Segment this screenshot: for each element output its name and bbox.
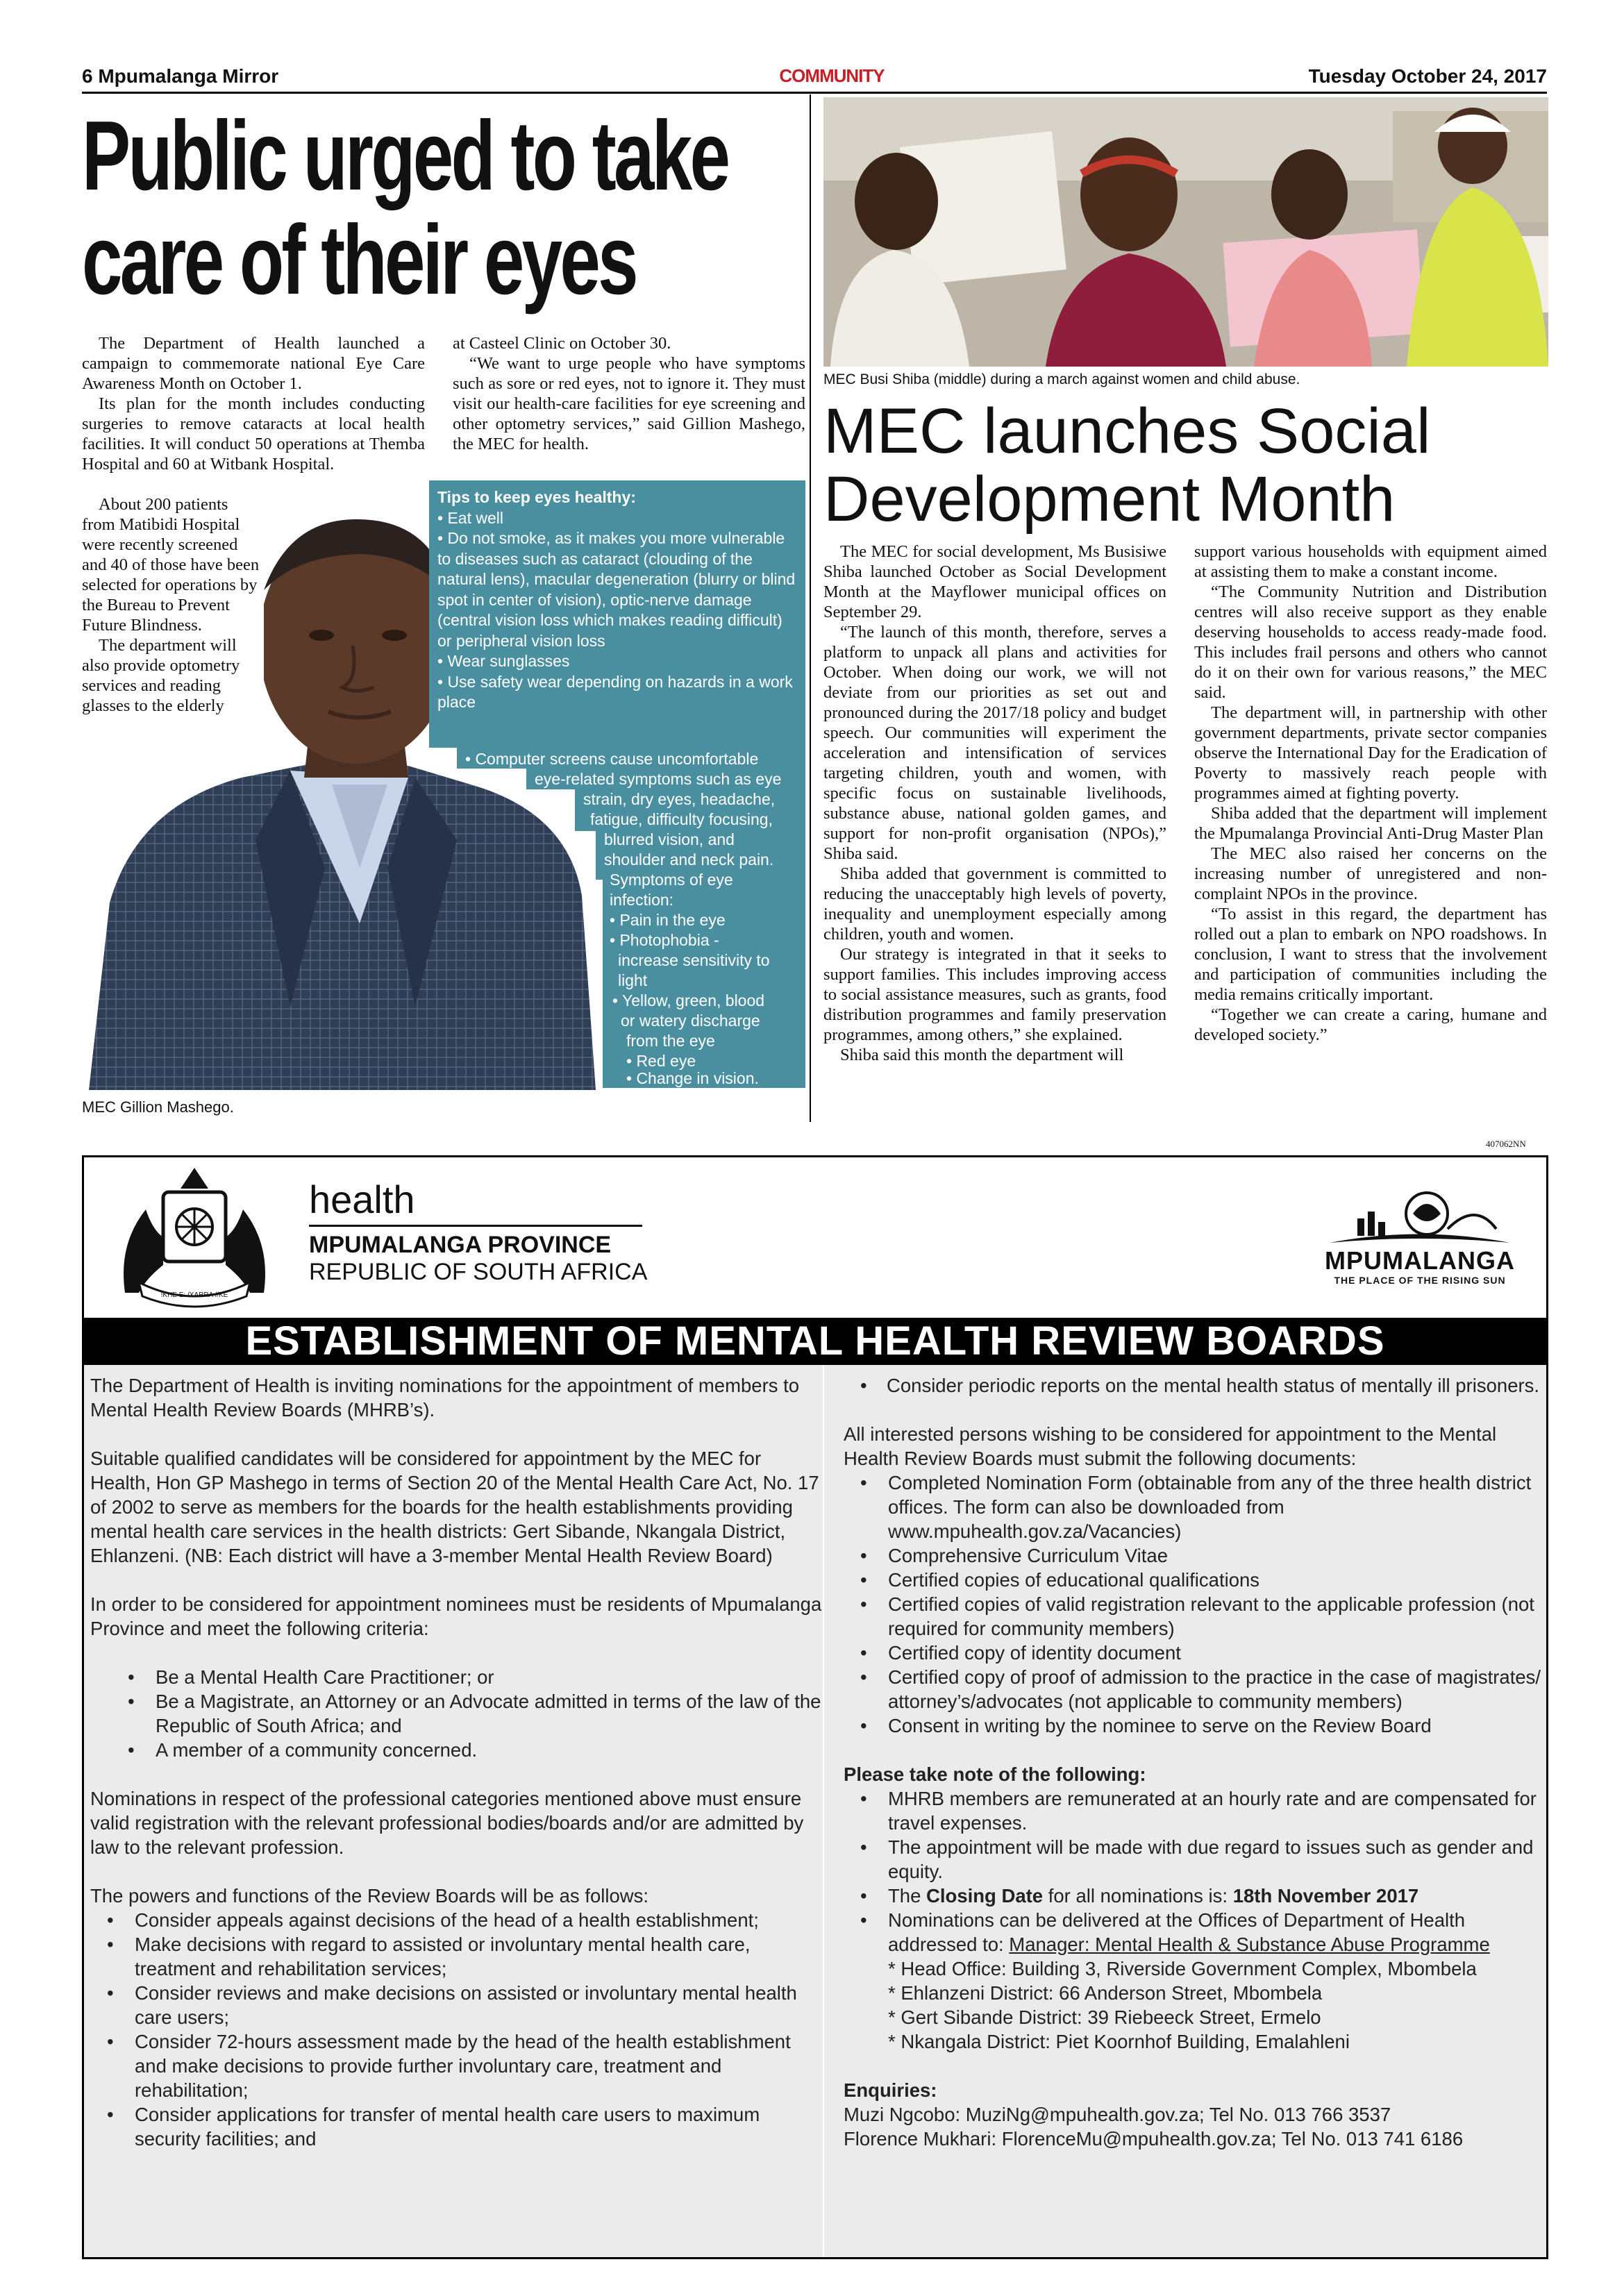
- mpumalanga-logo-name: MPUMALANGA: [1325, 1246, 1515, 1275]
- tips-screens-l15: from the eye: [626, 1032, 715, 1050]
- social-col2-p1: support various households with equipment aimed at assisting them to make a constant income.: [1194, 542, 1547, 581]
- office-list: [844, 1956, 1541, 2054]
- eyes-col2-p1: at Casteel Clinic on October 30.: [453, 334, 671, 353]
- note-item: • MHRB members are remunerated at an hourly rate and are compensated for travel expenses.: [844, 1786, 1541, 1835]
- march-photo-image: [823, 97, 1548, 367]
- mec-headline: [823, 397, 1552, 533]
- eyes-col2-p2: “We want to urge people who have symptoms such as sore or red eyes, not to ignore it. They must visit our health-care facilities for eye screening and other optometry services,” said Gillion Mashego, the MEC for health.: [453, 354, 805, 453]
- delivery-text: Nominations can be delivered at the Offices of Department of Health addressed to:: [888, 1909, 1466, 1955]
- tips-screens-l3: strain, dry eyes, headache,: [583, 790, 776, 808]
- powers-item: • Consider periodic reports on the mental health status of mentally ill prisoners.: [844, 1373, 1541, 1398]
- eyes-col1-p4: The department will also provide optometry services and reading glasses to the elderly: [82, 636, 240, 715]
- closing-label: Closing Date: [926, 1885, 1044, 1907]
- tips-screens-l10: • Photophobia -: [610, 931, 719, 949]
- powers-item: • Consider appeals against decisions of the head of a health establishment;: [90, 1908, 823, 1932]
- social-col2-p2: “The Community Nutrition and Distribution centres will also receive support as they enable deserving households to access ready-made food. This includes frail persons and others who cannot do it on their own for various reasons,” the MEC said.: [1194, 583, 1547, 702]
- social-col2: [1194, 542, 1547, 1045]
- delivery-item: [844, 1908, 1541, 1956]
- enquiry-contact: Muzi Ngcobo: MuziNg@mpuhealth.gov.za; Tel No. 013 766 3537: [844, 2104, 1391, 2125]
- tips-screens-l9: • Pain in the eye: [610, 911, 726, 929]
- note-item: • The appointment will be made with due regard to issues such as gender and equity.: [844, 1835, 1541, 1884]
- tips-screens-l17: • Change in vision.: [626, 1069, 759, 1087]
- eyes-headline: [82, 101, 728, 315]
- eye-tip-item: • Use safety wear depending on hazards in a work place: [437, 672, 793, 711]
- delivery-addressee: Manager: Mental Health & Substance Abuse Programme: [1009, 1934, 1490, 1955]
- social-col2-p7: “Together we can create a caring, humane and developed society.”: [1194, 1005, 1547, 1044]
- mpumalanga-logo-tagline: THE PLACE OF THE RISING SUN: [1334, 1275, 1506, 1286]
- eye-tip-item: • Eat well: [437, 508, 503, 527]
- document-item: • Consent in writing by the nominee to serve on the Review Board: [844, 1713, 1541, 1738]
- eyes-col1-top: [82, 333, 425, 474]
- ad-notes-title: Please take note of the following:: [844, 1763, 1146, 1785]
- tips-screens-l11: increase sensitivity to: [618, 951, 770, 969]
- ad-eligibility: Suitable qualified candidates will be considered for appointment by the MEC for Health, Hon GP Mashego in terms of Section 20 of the Mental Health Care Act, No. 17 of 2002 to serve as members for the boards for the health establishments providing mental health care services in the health districts: Gert Sibande, Nkangala District, Ehlanzeni. (NB: Each district will have a 3-member Mental Health Review Board): [90, 1448, 819, 1566]
- document-item: • Certified copies of educational qualifications: [844, 1568, 1541, 1592]
- tips-screens-l7: Symptoms of eye: [610, 871, 733, 889]
- eyes-col1-wrap: [82, 494, 264, 716]
- closing-prefix: The: [888, 1885, 927, 1907]
- masthead-rule: [82, 92, 1547, 94]
- powers-item: • Make decisions with regard to assisted or involuntary mental health care, treatment and rehabilitation services;: [90, 1932, 823, 1981]
- social-col1-p2: “The launch of this month, therefore, serves a platform to unpack all plans and activities for October. When doing our work, we will not deviate from our priorities as set out and pronounced during the 2017/18 policy and budget speech. Our communities will experiment the acceleration and intensification of services targeting children, youth and women, with specific focus on sustainable livelihoods, substance abuse, national golden games, and support for non-profit organisation (NPOs),” Shiba said.: [823, 623, 1166, 863]
- ad-logo-rule: [309, 1225, 642, 1227]
- ad-documents-list: [844, 1470, 1541, 1738]
- ad-documents-intro: All interested persons wishing to be considered for appointment to the Mental Health Review Boards must submit the following documents:: [844, 1423, 1497, 1469]
- social-col2-p5: The MEC also raised her concerns on the increasing number of unregistered and non-complaint NPOs in the province.: [1194, 844, 1547, 903]
- ad-left-column: [90, 1373, 823, 2151]
- ad-powers-intro: The powers and functions of the Review Boards will be as follows:: [90, 1885, 649, 1907]
- powers-item: • Consider 72-hours assessment made by the head of the health establishment and make decisions to provide further involuntary care, treatment and rehabilitation;: [90, 2029, 823, 2102]
- ad-reference: 407062NN: [1486, 1139, 1526, 1149]
- document-item: • Certified copies of valid registration relevant to the applicable profession (not required for community members): [844, 1592, 1541, 1641]
- tips-screens-l14: or watery discharge: [621, 1012, 760, 1030]
- social-col1-p4: Our strategy is integrated in that it seeks to support families. This includes improving access to social assistance measures, such as grants, food distribution programmes and family preservation programmes, among others,” she explained.: [823, 945, 1166, 1044]
- ad-notes-list: [844, 1786, 1541, 1956]
- enquiry-contact: Florence Mukhari: FlorenceMu@mpuhealth.gov.za; Tel No. 013 741 6186: [844, 2128, 1464, 2150]
- ad-banner-title: ESTABLISHMENT OF MENTAL HEALTH REVIEW BOARDS: [84, 1318, 1546, 1365]
- social-col1-p1: The MEC for social development, Ms Busisiwe Shiba launched October as Social Development Month at the Mayflower municipal offices on September 29.: [823, 542, 1166, 621]
- document-item: • Certified copy of proof of admission to the practice in the case of magistrates/ attorney’s/advocates (not applicable to community members): [844, 1665, 1541, 1713]
- document-item: • Comprehensive Curriculum Vitae: [844, 1543, 1541, 1568]
- ad-enquiries-title: Enquiries:: [844, 2079, 937, 2101]
- office-address: * Head Office: Building 3, Riverside Government Complex, Mbombela: [888, 1958, 1477, 1979]
- ad-right-column: [844, 1373, 1541, 2151]
- ad-criteria-intro: In order to be considered for appointment nominees must be residents of Mpumalanga Province and meet the following criteria:: [90, 1593, 822, 1639]
- tips-screens-l16: • Red eye: [626, 1052, 696, 1070]
- tips-screens-l5: blurred vision, and: [604, 830, 735, 848]
- tips-screens-l6: shoulder and neck pain.: [604, 850, 774, 869]
- mec-headline-line2: Development Month: [823, 464, 1396, 535]
- eyes-col1-p1: The Department of Health launched a campaign to commemorate national Eye Care Awareness Month on October 1.: [82, 334, 425, 393]
- ad-intro: The Department of Health is inviting nominations for the appointment of members to Mental Health Review Boards (MHRB’s).: [90, 1375, 800, 1421]
- tips-screens-l4: fatigue, difficulty focusing,: [590, 810, 773, 828]
- column-divider: [810, 94, 811, 1122]
- office-address: * Nkangala District: Piet Koornhof Building, Emalahleni: [888, 2031, 1350, 2052]
- masthead: [82, 65, 1547, 90]
- eye-tips-box: [429, 480, 805, 1088]
- march-photo: [823, 97, 1548, 367]
- social-col2-p3: The department will, in partnership with other government departments, private sector companies observe the International Day for the Eradication of Poverty to massively reach people with programmes aimed at fighting poverty.: [1194, 703, 1547, 803]
- tips-screens-l12: light: [618, 971, 648, 989]
- closing-mid: for all nominations is:: [1043, 1885, 1233, 1907]
- social-col2-p6: “To assist in this regard, the department has rolled out a plan to embark on NPO roadshows. In conclusion, I want to stress that the involvement and participation of communities including the media remains critically important.: [1194, 905, 1547, 1004]
- office-address: * Gert Sibande District: 39 Riebeeck Street, Ermelo: [888, 2006, 1321, 2028]
- coat-of-arms-icon: [97, 1161, 292, 1310]
- eye-tip-item: • Do not smoke, as it makes you more vulnerable to diseases such as cataract (clouding of the natural lens), macular degeneration (blurry or blind spot in center of vision), optic-nerve damage (central vision loss which makes reading difficult) or peripheral vision loss: [437, 529, 796, 650]
- ad-registration-note: Nominations in respect of the professional categories mentioned above must ensure valid registration with the relevant professional bodies/boards and/or are admitted by law to the relevant profession.: [90, 1788, 804, 1858]
- document-item: • Certified copy of identity document: [844, 1641, 1541, 1665]
- powers-item: • Consider applications for transfer of mental health care users to maximum security facilities; and: [90, 2102, 823, 2151]
- eyes-headline-line2: care of their eyes: [82, 205, 636, 315]
- social-col1: [823, 542, 1166, 1065]
- powers-item: • Consider reviews and make decisions on assisted or involuntary mental health care users;: [90, 1981, 823, 2029]
- tips-screens-l2: eye-related symptoms such as eye: [535, 770, 782, 788]
- criteria-item: • A member of a community concerned.: [111, 1738, 823, 1762]
- ad-logo-health: health: [309, 1178, 415, 1221]
- social-col1-p5: Shiba said this month the department will: [840, 1046, 1124, 1064]
- ad-criteria-list: [90, 1665, 823, 1762]
- tips-screens-l13: • Yellow, green, blood: [612, 991, 765, 1009]
- document-item: • Completed Nomination Form (obtainable from any of the three health district offices. The form can also be downloaded from www.mpuhealth.gov.za/Vacancies): [844, 1470, 1541, 1543]
- march-photo-caption: MEC Busi Shiba (middle) during a march against women and child abuse.: [823, 371, 1300, 387]
- ad-logo-republic: REPUBLIC OF SOUTH AFRICA: [309, 1259, 648, 1285]
- eyes-headline-line1: Public urged to take: [82, 101, 728, 211]
- criteria-item: • Be a Magistrate, an Attorney or an Advocate admitted in terms of the law of the Republic of South Africa; and: [111, 1689, 823, 1738]
- page-number-publication: 6 Mpumalanga Mirror: [82, 65, 279, 87]
- issue-date: Tuesday October 24, 2017: [1308, 65, 1547, 87]
- eyes-col1-p2: Its plan for the month includes conducting surgeries to remove cataracts at local health facilities. It will conduct 50 operations at Themba Hospital and 60 at Witbank Hospital.: [82, 394, 425, 474]
- eyes-col1-p3: About 200 patients from Matibidi Hospital were recently screened and 40 of those have been selected for operations by the Bureau to Prevent Future Blindness.: [82, 495, 260, 635]
- social-col2-p4: Shiba added that the department will implement the Mpumalanga Provincial Anti-Drug Master Plan: [1194, 804, 1547, 843]
- closing-date: 18th November 2017: [1232, 1885, 1419, 1907]
- closing-date-item: [844, 1884, 1541, 1908]
- mashego-photo-caption: MEC Gillion Mashego.: [82, 1098, 234, 1116]
- ad-column-divider: [823, 1365, 824, 2257]
- ad-powers-list: [90, 1908, 823, 2151]
- section-label: COMMUNITY: [779, 65, 885, 86]
- office-address: * Ehlanzeni District: 66 Anderson Street, Mbombela: [888, 1982, 1323, 2004]
- eye-tips-upper: [429, 480, 805, 748]
- social-col1-p3: Shiba added that government is committed to reducing the unacceptably high levels of poverty, inequality and unemployment especially among children, youth and women.: [823, 864, 1166, 944]
- crest-motto: !KHE E: /XARRA //KE: [160, 1291, 228, 1299]
- tips-screens-l8: infection:: [610, 891, 674, 909]
- tips-screens-l1: • Computer screens cause uncomfortable: [465, 750, 759, 768]
- mec-headline-line1: MEC launches Social: [823, 396, 1431, 467]
- eye-tips-lower: [429, 748, 805, 1088]
- criteria-item: • Be a Mental Health Care Practitioner; or: [111, 1665, 823, 1689]
- eyes-col2-top: [453, 333, 805, 454]
- ad-logo-province: MPUMALANGA PROVINCE: [309, 1232, 612, 1258]
- eye-tips-title: Tips to keep eyes healthy:: [437, 488, 636, 506]
- eye-tip-item: • Wear sunglasses: [437, 652, 570, 670]
